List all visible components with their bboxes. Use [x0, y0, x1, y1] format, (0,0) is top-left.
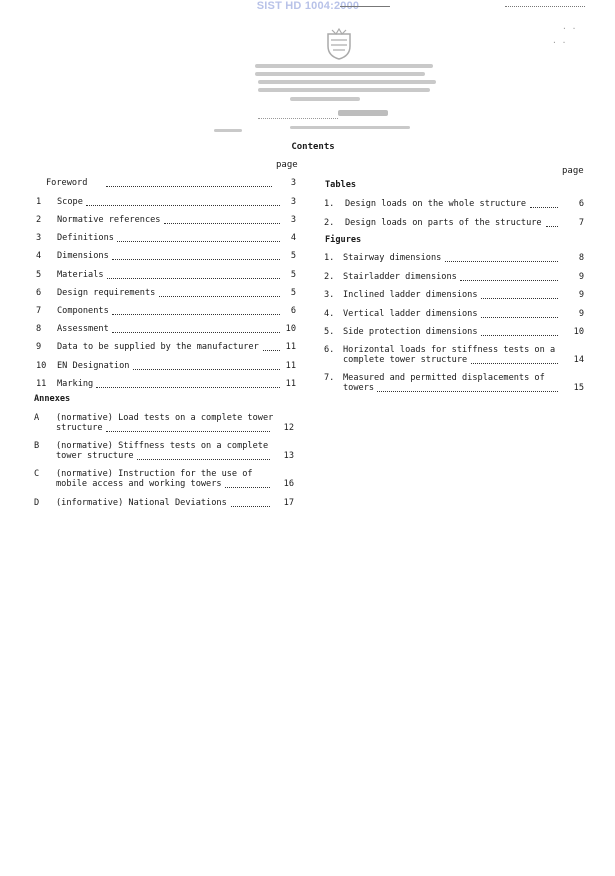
entry-number: 3 — [36, 233, 42, 243]
entry-number: 1. — [324, 253, 335, 263]
entry-title: Dimensions — [57, 251, 109, 261]
entry-number: 6 — [36, 288, 42, 298]
entry-number: 2. — [324, 272, 335, 282]
entry-page-number: 3 — [290, 215, 296, 225]
toc-entry-figure-2[interactable] — [324, 272, 588, 282]
leader-dots — [481, 317, 558, 318]
entry-page-number: 11 — [285, 379, 296, 389]
entry-page-number: 17 — [283, 498, 294, 508]
leader-dots — [159, 296, 280, 297]
entry-number: 8 — [36, 324, 42, 334]
page-label-left: page — [276, 160, 298, 170]
toc-entry-annex-b[interactable] — [34, 441, 298, 461]
entry-title: Stairway dimensions — [343, 253, 442, 263]
leader-dots — [231, 506, 270, 507]
entry-title: Design requirements — [57, 288, 156, 298]
entry-title: Data to be supplied by the manufacturer — [57, 342, 259, 352]
entry-title: (normative) Instruction for the use of — [56, 469, 253, 479]
entry-title: Design loads on the whole structure — [345, 199, 527, 209]
entry-title: (informative) National Deviations — [56, 498, 227, 508]
entry-title: Stairladder dimensions — [343, 272, 457, 282]
entry-title: Side protection dimensions — [343, 327, 478, 337]
entry-title-continued: complete tower structure — [343, 355, 468, 365]
entry-page-number: 6 — [290, 306, 296, 316]
entry-page-number: 10 — [285, 324, 296, 334]
entry-title: EN Designation — [57, 361, 130, 371]
leader-dots — [107, 278, 280, 279]
entry-page-number: 9 — [578, 272, 584, 282]
header-rule-right — [505, 6, 585, 7]
entry-title: Vertical ladder dimensions — [343, 309, 478, 319]
leader-dots — [471, 363, 558, 364]
entry-number: 7 — [36, 306, 42, 316]
entry-number: B — [34, 441, 40, 451]
entry-page-number: 7 — [578, 218, 584, 228]
entry-page-number: 10 — [573, 327, 584, 337]
leader-dots — [96, 387, 280, 388]
entry-number: 3. — [324, 290, 335, 300]
leader-dots — [445, 261, 558, 262]
figures-heading: Figures — [325, 235, 362, 245]
document-page: SIST HD 1004:2000 · · · · Contents page page Foreword 3 1 Scope 3 2 Normative references 3 3 Definitions 4 4 Dimensions 5 5 Materials 5 6 Design requirements 5 7 Components 6 8 Assessment 10 9 Data to be supplied by the manufacturer 11 10 EN Designation 11 11 Marking 11 Annexes A (normative) Load tests on a complete tower structure 12 B (normative) Stiffness tests on a complete tower structure 13 C (normative) Instruction for the use of mobile access and working towers 16 D (informative) National Deviations 17 Tables 1. Design loads on the whole structure 6 2. Design loads on parts of the structure 7 Figures 1. Stairway dimensions 8 2. Stairladder dimensions 9 3. Inclined ladder dimensions 9 4. Vertical ladder dimensions 9 5. Side protection dimensions 10 6. Horizontal loads for stiffness tests on a complete tower structure 14 7. Measured and permitted displacements of towers 15 — [0, 0, 615, 876]
toc-entry-annex-d[interactable] — [34, 498, 298, 508]
leader-dots — [112, 259, 280, 260]
entry-title: Design loads on parts of the structure — [345, 218, 542, 228]
entry-number: 9 — [36, 342, 42, 352]
toc-entry-figure-4[interactable] — [324, 309, 588, 319]
entry-page-number: 11 — [285, 361, 296, 371]
toc-entry-table-2[interactable] — [324, 218, 588, 228]
toc-entry-clause-2[interactable] — [36, 215, 298, 225]
entry-page-number: 16 — [283, 479, 294, 489]
toc-entry-clause-10[interactable] — [36, 361, 298, 371]
toc-entry-clause-11[interactable] — [36, 379, 298, 389]
entry-title-continued: structure — [56, 423, 103, 433]
entry-title: (normative) Load tests on a complete tower — [56, 413, 274, 423]
entry-page-number: 15 — [573, 383, 584, 393]
entry-number: 7. — [324, 373, 335, 383]
tables-heading: Tables — [325, 180, 357, 190]
toc-entry-table-1[interactable] — [324, 199, 588, 209]
entry-title: Definitions — [57, 233, 114, 243]
entry-page-number: 3 — [290, 197, 296, 207]
leader-dots — [546, 226, 558, 227]
entry-page-number: 5 — [290, 288, 296, 298]
leader-dots — [225, 487, 270, 488]
toc-entry-annex-c[interactable] — [34, 469, 298, 489]
entry-page-number: 11 — [285, 342, 296, 352]
entry-number: 11 — [36, 379, 47, 389]
entry-title: Measured and permitted displacements of — [343, 373, 545, 383]
toc-entry-figure-7[interactable] — [324, 373, 588, 393]
entry-number: 4 — [36, 251, 42, 261]
leader-dots — [530, 207, 558, 208]
leader-dots — [133, 369, 280, 370]
entry-number: 4. — [324, 309, 335, 319]
leader-dots — [460, 280, 558, 281]
toc-entry-figure-1[interactable] — [324, 253, 588, 263]
entry-title-continued: towers — [343, 383, 375, 393]
entry-page-number: 5 — [290, 270, 296, 280]
leader-dots — [164, 223, 280, 224]
leader-dots — [481, 298, 558, 299]
entry-number: 1. — [324, 199, 335, 209]
leader-dots — [481, 335, 558, 336]
toc-entry-annex-a[interactable] — [34, 413, 298, 433]
entry-title: Assessment — [57, 324, 109, 334]
toc-entry-clause-1[interactable] — [36, 197, 298, 207]
leader-dots — [106, 186, 272, 187]
entry-title: Inclined ladder dimensions — [343, 290, 478, 300]
entry-page-number: 3 — [290, 178, 296, 188]
entry-page-number: 4 — [290, 233, 296, 243]
header-rule-left — [340, 6, 390, 7]
leader-dots — [117, 241, 280, 242]
entry-number: 5. — [324, 327, 335, 337]
entry-number: 5 — [36, 270, 42, 280]
document-code: SIST HD 1004:2000 — [256, 0, 360, 12]
entry-page-number: 13 — [283, 451, 294, 461]
entry-number: C — [34, 469, 40, 479]
contents-title: Contents — [291, 142, 335, 152]
entry-number: 6. — [324, 345, 335, 355]
entry-page-number: 5 — [290, 251, 296, 261]
entry-page-number: 8 — [578, 253, 584, 263]
leader-dots — [86, 205, 280, 206]
leader-dots — [112, 314, 280, 315]
toc-entry-clause-8[interactable] — [36, 324, 298, 334]
entry-title: Normative references — [57, 215, 161, 225]
entry-title: Scope — [57, 197, 83, 207]
toc-entry-figure-3[interactable] — [324, 290, 588, 300]
entry-page-number: 6 — [578, 199, 584, 209]
entry-number: 2. — [324, 218, 335, 228]
toc-entry-clause-5[interactable] — [36, 270, 298, 280]
entry-number: 10 — [36, 361, 47, 371]
entry-title: (normative) Stiffness tests on a complete — [56, 441, 269, 451]
entry-title: Foreword — [46, 178, 88, 188]
leader-dots — [106, 431, 270, 432]
entry-page-number: 14 — [573, 355, 584, 365]
entry-title: Marking — [57, 379, 94, 389]
entry-title-continued: tower structure — [56, 451, 134, 461]
entry-number: 1 — [36, 197, 42, 207]
toc-entry-clause-4[interactable] — [36, 251, 298, 261]
entry-title: Materials — [57, 270, 104, 280]
crest-emblem-icon — [322, 26, 356, 60]
entry-title: Components — [57, 306, 109, 316]
toc-entry-figure-5[interactable] — [324, 327, 588, 337]
entry-number: 2 — [36, 215, 42, 225]
leader-dots — [377, 391, 558, 392]
toc-entry-clause-6[interactable] — [36, 288, 298, 298]
entry-title: Horizontal loads for stiffness tests on a — [343, 345, 556, 355]
toc-entry-clause-9[interactable] — [36, 342, 298, 352]
entry-title-continued: mobile access and working towers — [56, 479, 222, 489]
toc-entry-foreword[interactable] — [46, 178, 296, 188]
entry-page-number: 9 — [578, 290, 584, 300]
entry-page-number: 12 — [283, 423, 294, 433]
entry-number: D — [34, 498, 40, 508]
toc-entry-clause-3[interactable] — [36, 233, 298, 243]
annexes-heading: Annexes — [34, 394, 71, 404]
leader-dots — [137, 459, 270, 460]
leader-dots — [112, 332, 280, 333]
entry-page-number: 9 — [578, 309, 584, 319]
page-label-right: page — [562, 166, 584, 176]
toc-entry-clause-7[interactable] — [36, 306, 298, 316]
entry-number: A — [34, 413, 40, 423]
toc-entry-figure-6[interactable] — [324, 345, 588, 365]
